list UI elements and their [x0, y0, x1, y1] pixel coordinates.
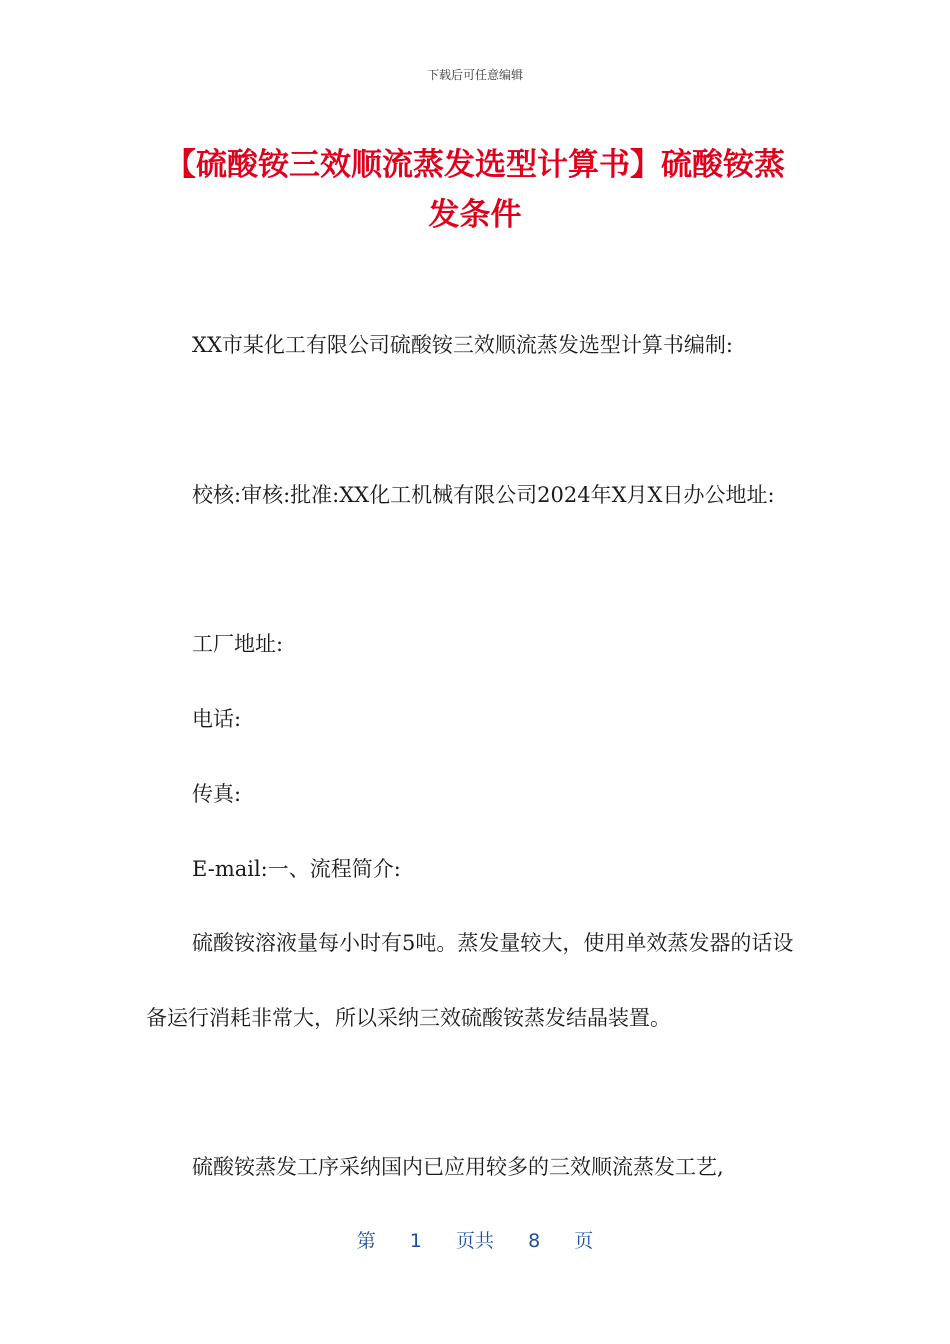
- paragraph-company: XX市某化工有限公司硫酸铵三效顺流蒸发选型计算书编制:: [192, 333, 733, 357]
- page-prefix: 第: [356, 1230, 376, 1252]
- page-mid-text: 页共: [455, 1230, 494, 1252]
- total-pages-number: 8: [528, 1230, 541, 1252]
- paragraph-fax: 传真:: [192, 782, 242, 806]
- paragraph-process: 硫酸铵蒸发工序采纳国内已应用较多的三效顺流蒸发工艺,: [192, 1155, 724, 1179]
- paragraph-email-intro: E-mail:一、流程简介:: [192, 857, 401, 881]
- document-title: 【硫酸铵三效顺流蒸发选型计算书】硫酸铵蒸发条件: [165, 147, 785, 233]
- paragraph-approval: 校核:审核:批准:XX化工机械有限公司2024年X月X日办公地址:: [192, 483, 775, 507]
- header-note: 下载后可任意编辑: [426, 68, 523, 82]
- current-page-number: 1: [409, 1230, 422, 1252]
- page-suffix: 页: [574, 1230, 594, 1252]
- paragraph-factory-address: 工厂地址:: [192, 632, 284, 656]
- page-footer: [0, 1226, 950, 1253]
- paragraph-solution-volume: 硫酸铵溶液量每小时有5吨。蒸发量较大，使用单效蒸发器的话设备运行消耗非常大，所以采纳三效硫酸铵蒸发结晶装置。: [146, 931, 794, 1030]
- paragraph-phone: 电话:: [192, 707, 242, 731]
